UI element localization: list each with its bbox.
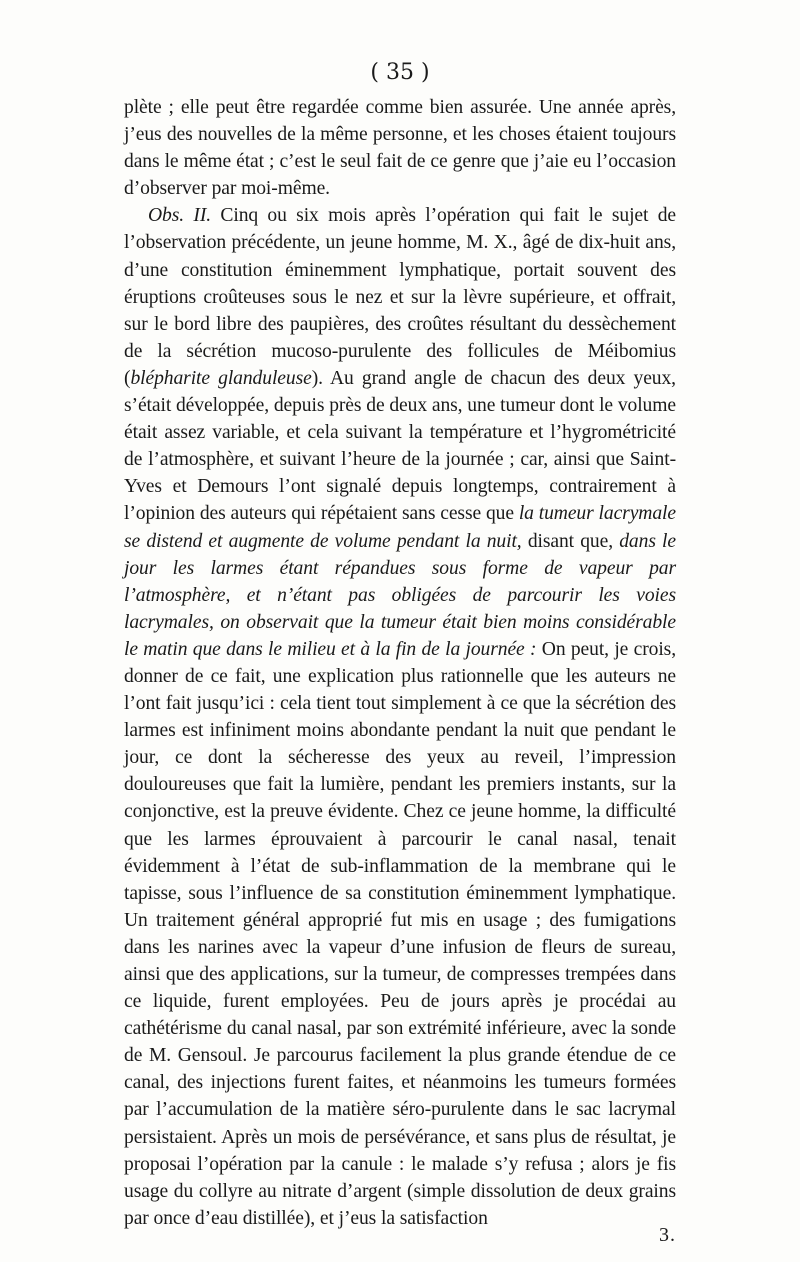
paragraph-2-part-d: On peut, je crois, donner de ce fait, une explication plus rationnelle que les auteurs ne l’ont fait jusqu’ici : cela tient tout simplement à ce que la sécrétion des larmes est infiniment moins abondante pendant la nuit que pendant le jour, ce dont la sécheresse des yeux au reveil, l’impression douloureuses que fait la lumière, pendant les premiers instants, sur la conjonctive, est la preuve évidente. Chez ce jeune homme, la difficulté que les larmes éprouvaient à parcourir le canal nasal, tenait évidemment à l’état de sub-inflammation de la membrane qui le tapisse, sous l’influence de sa constitution éminemment lymphatique. Un traitement général approprié fut mis en usage ; des fumigations dans les narines avec la vapeur d’une infusion de fleurs de sureau, ainsi que des applications, sur la tumeur, de compresses trempées dans ce liquide, furent employées. Peu de jours après je procédai au cathétérisme du canal nasal, par son extrémité inférieure, avec la sonde de M. Gensoul. Je parcourus facilement la plus grande étendue de ce canal, des injections furent faites, et néanmoins les tumeurs formées par l’accumulation de la matière séro-purulente dans le sac lacrymal persistaient. Après un mois de persévérance, et sans plus de résultat, je proposai l’opération par la canule : le malade s’y refusa ; alors je fis usage du collyre au nitrate d’argent (simple dissolution de deux grains par once d’eau distillée), et j’eus la satisfaction [124,638,676,1229]
observation-label: Obs. II. [148,205,212,227]
page-number: ( 35 ) [370,60,430,85]
page [124,58,676,1246]
paragraph-2 [124,202,676,1232]
paragraph-2-italic-2: la tumeur lacrymale se distend et augmente de volume pendant la nuit, [124,503,676,552]
paragraph-2-part-b: ). Au grand angle de chacun des deux yeux, s’était développée, depuis près de deux ans, une tumeur dont le volume était assez variable, et cela suivant la température et l’hygrométricité de l’atmosphère, et suivant l’heure de la journée ; car, ainsi que Saint-Yves et Demours l’ont signalé depuis longtemps, contrairement à l’opinion des auteurs qui répétaient sans cesse que [124,367,676,525]
paragraph-2-italic-3: dans le jour les larmes étant répandues sous forme de vapeur par l’atmosphère, et n’étant pas obligées de parcourir les voies lacrymales, on observait que la tumeur était bien moins considérable le matin que dans le milieu et à la fin de la journée : [124,530,676,660]
paragraph-2-part-a: Cinq ou six mois après l’opération qui fait le sujet de l’observation précédente, un jeune homme, M. X., âgé de dix-huit ans, d’une constitution éminemment lymphatique, portait souvent des éruptions croûteuses sous le nez et sur la lèvre supérieure, et offrait, sur le bord libre des paupières, des croûtes résultant du dessèchement de la sécrétion mucoso-purulente des follicules de Méibomius ( [124,205,676,389]
body-text [124,94,676,1232]
signature-mark: 3. [659,1224,676,1246]
paragraph-2-italic-1: blépharite glanduleuse [130,367,312,389]
paragraph-2-part-c: disant que, [521,530,620,552]
paragraph-1: plète ; elle peut être regardée comme bien assurée. Une année après, j’eus des nouvelles de la même personne, et les choses étaient toujours dans le même état ; c’est le seul fait de ce genre que j’aie eu l’occasion d’observer par moi-même. [124,97,676,200]
